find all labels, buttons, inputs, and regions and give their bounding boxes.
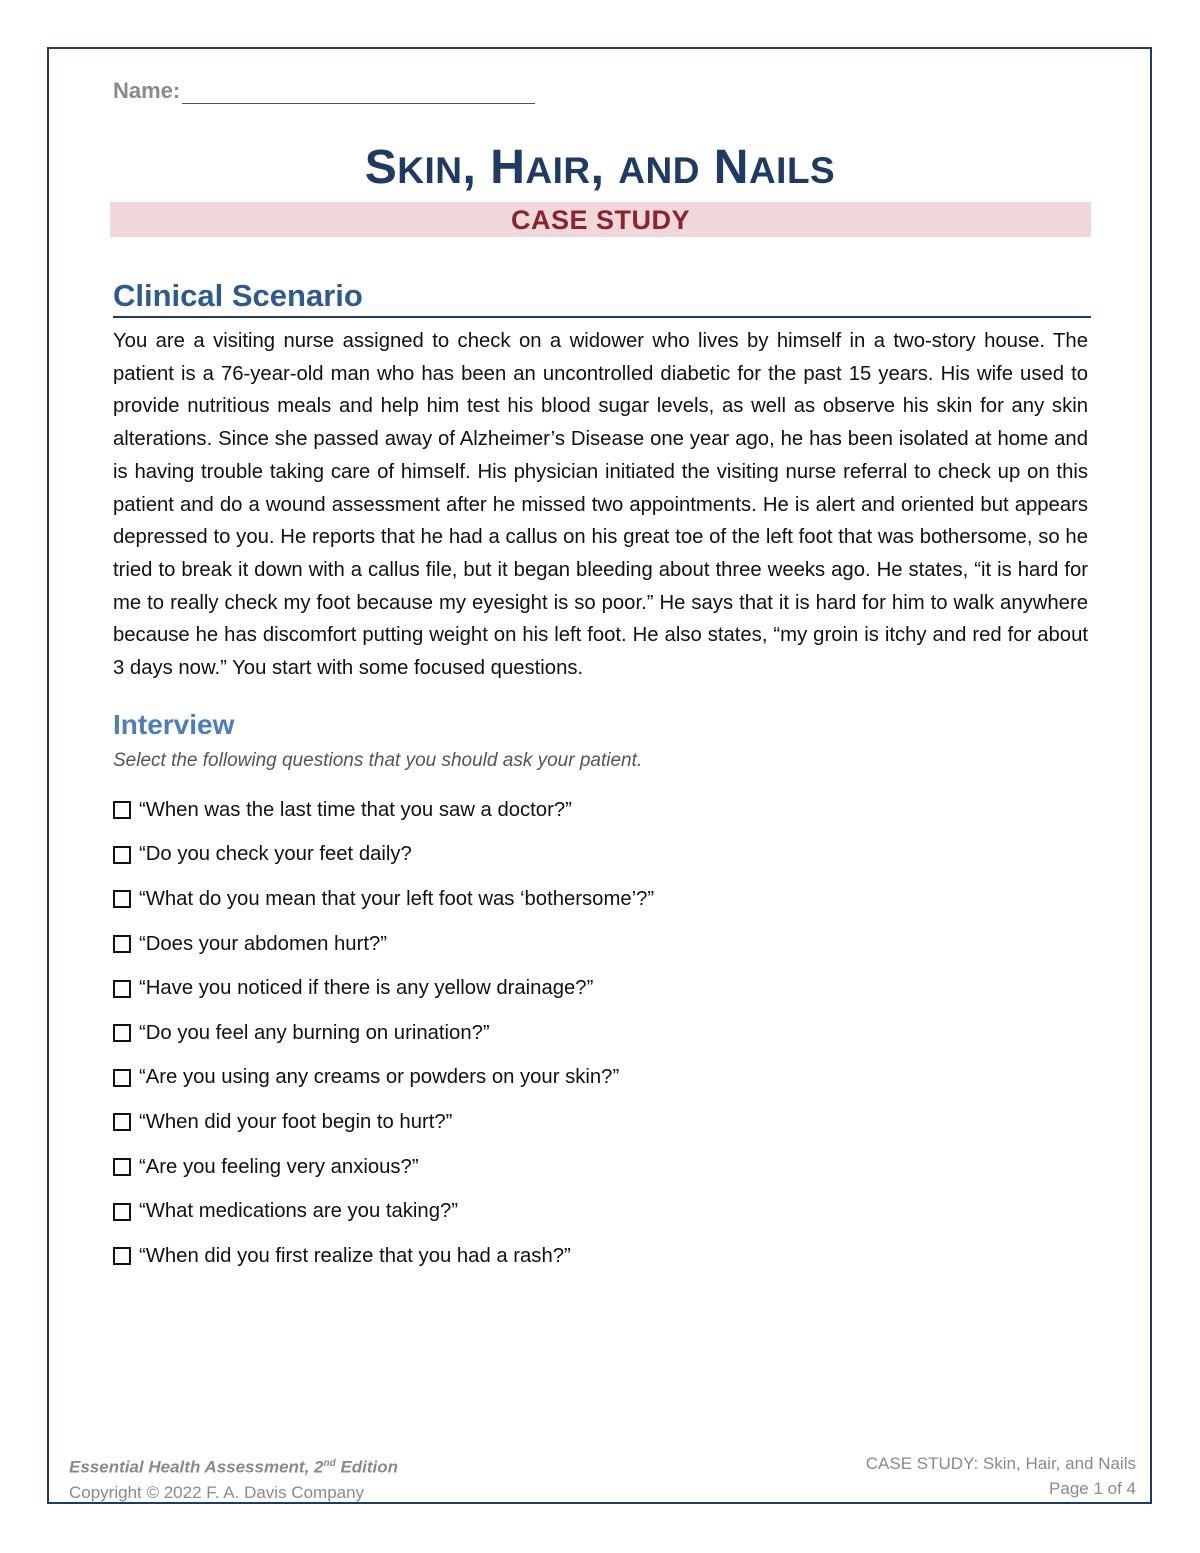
question-checkbox[interactable] (113, 801, 131, 819)
question-checkbox[interactable] (113, 1024, 131, 1042)
question-item (113, 788, 1013, 833)
case-study-banner (110, 202, 1091, 237)
question-checkbox[interactable] (113, 846, 131, 864)
question-checkbox[interactable] (113, 1158, 131, 1176)
question-text: “Do you check your feet daily? (139, 843, 412, 866)
title-part: AIR (525, 150, 591, 191)
interview-heading: Interview (113, 709, 235, 740)
question-checkbox[interactable] (113, 980, 131, 998)
question-text: “Do you feel any burning on urination?” (139, 1021, 490, 1044)
title-part: AILS (748, 150, 836, 191)
title-part: , H (462, 141, 526, 194)
edition-word: Edition (335, 1457, 399, 1477)
question-text: “What medications are you taking?” (139, 1200, 459, 1223)
name-label: Name: (113, 78, 181, 103)
question-text: “When did you first realize that you had a rash?” (139, 1244, 571, 1267)
question-item (113, 877, 1013, 922)
question-text: “Are you using any creams or powders on your skin?” (139, 1066, 620, 1089)
question-checkbox[interactable] (113, 1069, 131, 1087)
question-item (113, 966, 1013, 1011)
question-text: “When did your foot begin to hurt?” (139, 1110, 453, 1133)
question-text: “Are you feeling very anxious?” (139, 1155, 419, 1178)
question-item (113, 1145, 1013, 1190)
footer-right (866, 1451, 1136, 1501)
name-input-line[interactable] (182, 81, 535, 104)
book-title: Essential Health Assessment, 2 (69, 1457, 324, 1477)
interview-instructions: Select the following questions that you should ask your patient. (113, 750, 643, 771)
clinical-scenario-heading: Clinical Scenario (113, 278, 1091, 318)
question-text: “Have you noticed if there is any yellow drainage?” (139, 977, 594, 1000)
title-part: , (590, 141, 619, 194)
footer-doc-title: CASE STUDY: Skin, Hair, and Nails (865, 1454, 1136, 1473)
question-item (113, 922, 1013, 967)
question-item (113, 1100, 1013, 1145)
question-checkbox[interactable] (113, 935, 131, 953)
edition-superscript: nd (323, 1458, 336, 1469)
title-part: S (364, 141, 398, 194)
title-part: KIN (397, 150, 463, 191)
question-text: “Does your abdomen hurt?” (139, 932, 388, 955)
question-checkbox[interactable] (113, 1113, 131, 1131)
title-part: AND (618, 150, 700, 191)
question-checkbox[interactable] (113, 1203, 131, 1221)
question-text: “What do you mean that your left foot was ‘bothersome’?” (139, 887, 655, 910)
title-part: N (699, 141, 749, 194)
footer-page-number: Page 1 of 4 (1049, 1479, 1136, 1498)
question-item (113, 1189, 1013, 1234)
question-item (113, 833, 1013, 878)
footer-copyright: Copyright © 2022 F. A. Davis Company (69, 1482, 365, 1502)
question-checkbox[interactable] (113, 890, 131, 908)
page-title (0, 140, 1200, 195)
question-checkbox[interactable] (113, 1247, 131, 1265)
question-text: “When was the last time that you saw a doctor?” (139, 798, 572, 821)
clinical-scenario-text: You are a visiting nurse assigned to check on a widower who lives by himself in a two-story house. The patient is a 76-year-old man who has been an uncontrolled diabetic for the past 15 years. His wife used to provide nutritious meals and help him test his blood sugar levels, as well as observe his skin for any skin alterations. Since she passed away of Alzheimer’s Disease one year ago, he has been isolated at home and is having trouble taking care of himself. His physician initiated the visiting nurse referral to check up on this patient and do a wound assessment after he missed two appointments. He is alert and oriented but appears depressed to you. He reports that he had a callus on his great toe of the left foot that was bothersome, so he tried to break it down with a callus file, but it began bleeding about three weeks ago. He states, “it is hard for me to really check my foot because my eyesight is so poor.” He says that it is hard for him to walk anywhere because he has discomfort putting weight on his left foot. He also states, “my groin is itchy and red for about 3 days now.” You start with some focused questions. (113, 330, 1088, 680)
case-study-label: CASE STUDY (510, 205, 691, 235)
interview-question-list (113, 788, 1013, 1279)
page-border (47, 47, 1152, 1504)
footer-left (69, 1451, 398, 1505)
footer-book-title (69, 1451, 398, 1480)
question-item (113, 1056, 1013, 1101)
question-item (113, 1011, 1013, 1056)
name-field-row (113, 78, 535, 104)
question-item (113, 1234, 1013, 1279)
